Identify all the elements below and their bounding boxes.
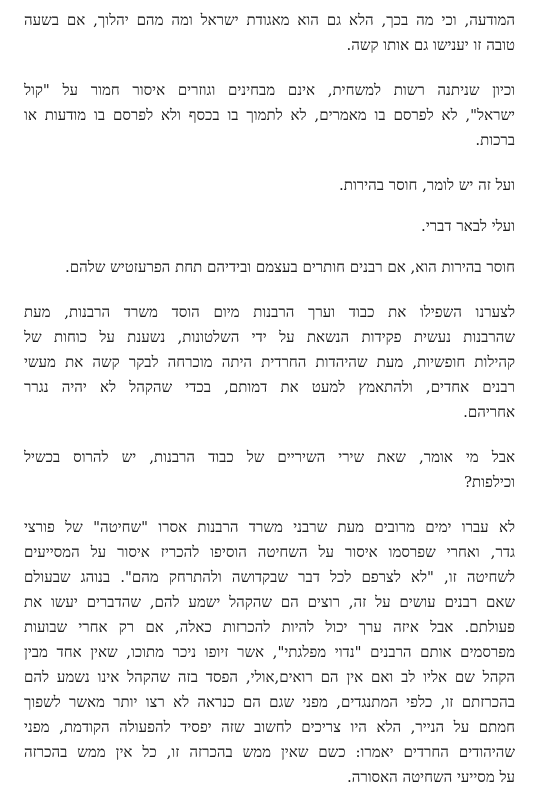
text-line: אבל מי אומר, שאת שירי השיריים של כבוד הרבנות, יש להרוס בכשיל	[24, 448, 515, 466]
text-line: חמתם על הנייר, הלא היו צריכים לחשוב שזה יפסיד להפעולה הקודמת, מפני	[24, 718, 515, 736]
text-line: לשחיטה זו, "לא לצרפם לכל דבר שבקדושה ולהתרחק מהם". בנוהג שבעולם	[24, 568, 515, 586]
text-line: הקהל שם אליו לב ואם אין הם רואים,אולי, הפסד בזה שהקהל אינו נשמע להם	[24, 668, 515, 686]
paragraph-explain	[24, 214, 515, 239]
text-line: ישראל", לא לפרסם בו מאמרים, לא לתמוך בו בכסף ולא לפרסם בו מודעות או	[24, 106, 515, 124]
text-line: שאם רבנים עושים על זה, רוצים הם שהקהל ישמע להם, שהדברים יעשו את	[24, 593, 515, 611]
text-line: לא עברו ימים מרובים מעת שרבני משרד הרבנות אסרו "שחיטה" של פורצי	[24, 518, 515, 536]
text-line: מפרסמים אותם הרבנים "נדוי מפלגתי", אשר זיופו ניכר מתוכו, שאין אחד מבין	[24, 643, 515, 661]
text-line: קהילות חופשיות, מעת שהיהדות החרדית היתה מוכרחה לבקר קשה את מעשי	[24, 353, 515, 371]
text-line: ברכות.	[475, 131, 515, 149]
text-line: חוסר בהירות הוא, אם רבנים חותרים בעצמם ובידיהם תחת הפרעזטיש שלהם.	[65, 258, 515, 276]
text-line: שהרבנות נעשית פקידות הנשאת על ידי השלטונות, נשענת על כוחות של	[24, 328, 515, 346]
paragraph-definition	[24, 255, 515, 280]
paragraph-lack-of-clarity	[24, 173, 515, 198]
text-line: אחריהם.	[463, 403, 515, 421]
paragraph-question	[24, 445, 515, 495]
paragraph-intro	[24, 8, 515, 58]
text-line: פעולתם. אבל איזה ערך יכול להיות להכרזות כאלה, אם רק אחרי שבועות	[24, 618, 515, 636]
text-line: בהכרזתם זו, כלפי המתנגדים, מפני שגם הם כנראה לא רצו יותר מאשר לשפוך	[24, 693, 515, 711]
text-line: לצערנו השפילו את כבוד וערך הרבנות מיום הוסד משרד הרבנות, מעת	[24, 303, 515, 321]
text-line: על מסייעי השחיטה האסורה.	[346, 768, 515, 786]
text-line: וכיון שניתנה רשות למשחית, אינם מבחינים וגוזרים איסור חמור על "קול	[24, 81, 515, 99]
text-line: גדר, ואחרי שפרסמו איסור על השחיטה הוסיפו להכריז איסור על המסייעים	[24, 543, 515, 561]
text-line: המודעה, וכי מה בכך, הלא גם הוא מאגודת ישראל ומה מהם יהלוך, אם בשעה	[24, 11, 515, 29]
text-line: שהיהודים החרדים יאמרו: כשם שאין ממש בהכרזה זו, כל אין ממש בהכרזה	[24, 743, 515, 761]
paragraph-rabbinate-history	[24, 300, 515, 425]
text-line: טובה זו יענישו גם אותו קשה.	[346, 36, 515, 54]
text-line: ועלי לבאר דברי.	[421, 217, 515, 235]
paragraph-shechita	[24, 515, 515, 790]
text-line: ועל זה יש לומר, חוסר בהירות.	[339, 176, 515, 194]
paragraph-prohibition	[24, 78, 515, 153]
text-line: רבנים אחדים, ולהתאמץ למעט את דמותם, בכדי שהקהל לא יהיה נגרר	[24, 378, 515, 396]
text-line: וכילפות?	[463, 473, 515, 491]
